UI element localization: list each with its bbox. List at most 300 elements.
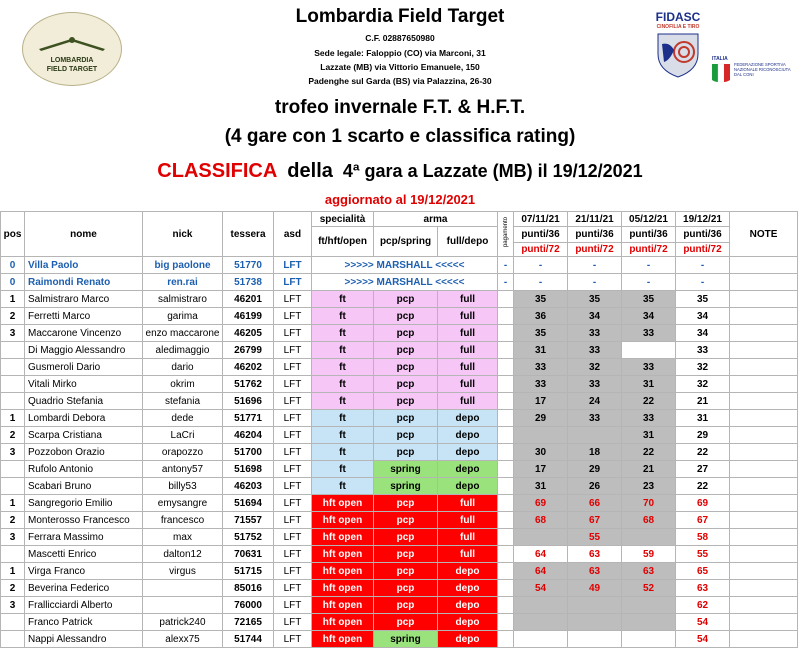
cell-score-2: 63 bbox=[568, 546, 622, 563]
table-row bbox=[1, 563, 798, 580]
cell-pagamento bbox=[498, 342, 514, 359]
col-punti72-1: punti/72 bbox=[514, 243, 568, 257]
cell-tessera: 51762 bbox=[223, 376, 274, 393]
marshall-row bbox=[1, 257, 798, 274]
ranking-body bbox=[1, 257, 798, 648]
cell-score-3: 34 bbox=[622, 308, 676, 325]
cell-pagamento bbox=[498, 546, 514, 563]
col-punti36-1: punti/36 bbox=[514, 227, 568, 243]
cell-pagamento bbox=[498, 291, 514, 308]
cell-score-3 bbox=[622, 631, 676, 648]
cell-score-3: - bbox=[622, 257, 676, 274]
table-row bbox=[1, 393, 798, 410]
cell-score-1: 35 bbox=[514, 325, 568, 342]
cell-arma: pcp bbox=[374, 308, 438, 325]
cell-specialita: ft bbox=[312, 478, 374, 495]
cell-score-2 bbox=[568, 597, 622, 614]
cell-specialita: hft open bbox=[312, 495, 374, 512]
cell-full-depo: full bbox=[438, 359, 498, 376]
cell-specialita: hft open bbox=[312, 614, 374, 631]
cell-score-1: 64 bbox=[514, 563, 568, 580]
table-row bbox=[1, 359, 798, 376]
cell-asd: LFT bbox=[274, 359, 312, 376]
cell-tessera: 26799 bbox=[223, 342, 274, 359]
cell-arma: spring bbox=[374, 478, 438, 495]
cell-arma: pcp bbox=[374, 529, 438, 546]
cell-score-3: 70 bbox=[622, 495, 676, 512]
cell-score-1: 17 bbox=[514, 461, 568, 478]
cell-nome: Scabari Bruno bbox=[25, 478, 143, 495]
cell-note bbox=[730, 495, 798, 512]
col-specialita: specialità bbox=[312, 212, 374, 227]
cell-arma: spring bbox=[374, 631, 438, 648]
cell-score-1: 64 bbox=[514, 546, 568, 563]
cell-arma: pcp bbox=[374, 495, 438, 512]
cell-asd: LFT bbox=[274, 410, 312, 427]
cell-asd: LFT bbox=[274, 444, 312, 461]
cell-score-3: 22 bbox=[622, 444, 676, 461]
cell-score-1 bbox=[514, 427, 568, 444]
cell-score-3: 33 bbox=[622, 359, 676, 376]
cell-pagamento: - bbox=[498, 257, 514, 274]
cell-score-2 bbox=[568, 614, 622, 631]
cell-score-3: 21 bbox=[622, 461, 676, 478]
cell-pos: 0 bbox=[1, 257, 25, 274]
cell-nick bbox=[143, 597, 223, 614]
col-pos: pos bbox=[1, 212, 25, 257]
cell-pos bbox=[1, 393, 25, 410]
cell-nome: Villa Paolo bbox=[25, 257, 143, 274]
cell-pagamento bbox=[498, 512, 514, 529]
cell-nick: stefania bbox=[143, 393, 223, 410]
cell-asd: LFT bbox=[274, 512, 312, 529]
cell-nick: emysangre bbox=[143, 495, 223, 512]
cell-full-depo: full bbox=[438, 342, 498, 359]
col-punti36-2: punti/36 bbox=[568, 227, 622, 243]
ranking-table bbox=[0, 211, 798, 648]
cell-note bbox=[730, 529, 798, 546]
cell-nick: salmistraro bbox=[143, 291, 223, 308]
cell-asd: LFT bbox=[274, 478, 312, 495]
cell-asd: LFT bbox=[274, 325, 312, 342]
cell-note bbox=[730, 325, 798, 342]
cell-pagamento bbox=[498, 325, 514, 342]
cell-score-3: 52 bbox=[622, 580, 676, 597]
cell-specialita: hft open bbox=[312, 597, 374, 614]
cell-score-2: - bbox=[568, 257, 622, 274]
cell-full-depo: full bbox=[438, 546, 498, 563]
table-row bbox=[1, 444, 798, 461]
cell-score-1 bbox=[514, 529, 568, 546]
cell-full-depo: full bbox=[438, 291, 498, 308]
cell-score-3: 33 bbox=[622, 410, 676, 427]
cell-pos bbox=[1, 478, 25, 495]
cell-score-1: 31 bbox=[514, 478, 568, 495]
cell-score-3: 23 bbox=[622, 478, 676, 495]
cell-score-2: - bbox=[568, 274, 622, 291]
cell-full-depo: depo bbox=[438, 597, 498, 614]
cell-full-depo: depo bbox=[438, 614, 498, 631]
cell-nick: dalton12 bbox=[143, 546, 223, 563]
cell-nick: orapozzo bbox=[143, 444, 223, 461]
cell-asd: LFT bbox=[274, 614, 312, 631]
cell-specialita: ft bbox=[312, 444, 374, 461]
cell-note bbox=[730, 631, 798, 648]
table-row bbox=[1, 342, 798, 359]
table-row bbox=[1, 410, 798, 427]
cell-arma: pcp bbox=[374, 291, 438, 308]
italian-flag-icon bbox=[712, 62, 730, 84]
cell-asd: LFT bbox=[274, 342, 312, 359]
cell-score-1: 33 bbox=[514, 376, 568, 393]
col-date-3: 05/12/21 bbox=[622, 212, 676, 227]
cell-score-3 bbox=[622, 529, 676, 546]
cell-score-4: 33 bbox=[676, 342, 730, 359]
cell-nick: max bbox=[143, 529, 223, 546]
fidasc-subtitle: CINOFILIA E TIRO bbox=[656, 24, 700, 30]
cell-score-1: 17 bbox=[514, 393, 568, 410]
cell-specialita: ft bbox=[312, 461, 374, 478]
cell-pagamento bbox=[498, 478, 514, 495]
cell-score-4: 22 bbox=[676, 478, 730, 495]
cell-note bbox=[730, 291, 798, 308]
cell-score-1: - bbox=[514, 257, 568, 274]
col-full-depo: full/depo bbox=[438, 227, 498, 257]
cell-tessera: 70631 bbox=[223, 546, 274, 563]
cell-nome: Rufolo Antonio bbox=[25, 461, 143, 478]
cell-note bbox=[730, 359, 798, 376]
cell-marshall-label: >>>>> MARSHALL <<<<< bbox=[312, 257, 498, 274]
cell-full-depo: full bbox=[438, 393, 498, 410]
cell-nick: dede bbox=[143, 410, 223, 427]
cell-asd: LFT bbox=[274, 393, 312, 410]
cell-score-1: 33 bbox=[514, 359, 568, 376]
cell-arma: pcp bbox=[374, 410, 438, 427]
cell-score-1 bbox=[514, 631, 568, 648]
cell-nick: billy53 bbox=[143, 478, 223, 495]
cell-specialita: ft bbox=[312, 325, 374, 342]
cell-asd: LFT bbox=[274, 529, 312, 546]
cell-arma: pcp bbox=[374, 427, 438, 444]
cell-score-2: 33 bbox=[568, 376, 622, 393]
table-row bbox=[1, 512, 798, 529]
cell-specialita: hft open bbox=[312, 546, 374, 563]
org-lazzate: Lazzate (MB) via Vittorio Emanuele, 150 bbox=[320, 62, 480, 72]
cell-tessera: 51696 bbox=[223, 393, 274, 410]
cell-tessera: 46205 bbox=[223, 325, 274, 342]
cell-tessera: 72165 bbox=[223, 614, 274, 631]
cell-specialita: hft open bbox=[312, 563, 374, 580]
cell-score-4: 67 bbox=[676, 512, 730, 529]
lombardia-field-target-logo bbox=[22, 12, 122, 86]
logo-text-line2: FIELD TARGET bbox=[46, 66, 98, 73]
cell-score-4: 29 bbox=[676, 427, 730, 444]
cell-nick: patrick240 bbox=[143, 614, 223, 631]
cell-nick: big paolone bbox=[143, 257, 223, 274]
cell-asd: LFT bbox=[274, 597, 312, 614]
cell-tessera: 51770 bbox=[223, 257, 274, 274]
cell-pos: 3 bbox=[1, 444, 25, 461]
cell-asd: LFT bbox=[274, 427, 312, 444]
document-header bbox=[0, 0, 800, 95]
cell-score-1: - bbox=[514, 274, 568, 291]
cell-pagamento bbox=[498, 393, 514, 410]
col-punti36-3: punti/36 bbox=[622, 227, 676, 243]
cell-score-4: 35 bbox=[676, 291, 730, 308]
cell-pagamento bbox=[498, 563, 514, 580]
cell-nome: Scarpa Cristiana bbox=[25, 427, 143, 444]
cell-nome: Lombardi Debora bbox=[25, 410, 143, 427]
cell-pos: 1 bbox=[1, 410, 25, 427]
cell-score-1: 68 bbox=[514, 512, 568, 529]
cell-score-3 bbox=[622, 597, 676, 614]
cell-score-2 bbox=[568, 427, 622, 444]
cell-score-2: 49 bbox=[568, 580, 622, 597]
cell-nome: Di Maggio Alessandro bbox=[25, 342, 143, 359]
cell-pagamento bbox=[498, 614, 514, 631]
cell-full-depo: full bbox=[438, 495, 498, 512]
table-row bbox=[1, 546, 798, 563]
cell-score-2: 63 bbox=[568, 563, 622, 580]
cell-full-depo: depo bbox=[438, 478, 498, 495]
cell-score-2: 26 bbox=[568, 478, 622, 495]
cell-nome: Pozzobon Orazio bbox=[25, 444, 143, 461]
cell-score-4: 22 bbox=[676, 444, 730, 461]
classifica-word: CLASSIFICA bbox=[157, 160, 278, 182]
cell-score-2: 35 bbox=[568, 291, 622, 308]
cell-score-1: 30 bbox=[514, 444, 568, 461]
cell-tessera: 85016 bbox=[223, 580, 274, 597]
cell-pos bbox=[1, 546, 25, 563]
cell-specialita: ft bbox=[312, 308, 374, 325]
table-row bbox=[1, 325, 798, 342]
cell-score-2: 33 bbox=[568, 410, 622, 427]
cell-pos: 1 bbox=[1, 495, 25, 512]
org-sede: Sede legale: Faloppio (CO) via Marconi, 31 bbox=[314, 48, 486, 58]
cell-score-1: 29 bbox=[514, 410, 568, 427]
table-row bbox=[1, 478, 798, 495]
cell-score-4: 34 bbox=[676, 308, 730, 325]
cell-nick: garima bbox=[143, 308, 223, 325]
cell-pagamento bbox=[498, 427, 514, 444]
cell-note bbox=[730, 597, 798, 614]
col-pcp-spring: pcp/spring bbox=[374, 227, 438, 257]
cell-pos: 1 bbox=[1, 563, 25, 580]
cell-tessera: 51700 bbox=[223, 444, 274, 461]
cell-nome: Frallicciardi Alberto bbox=[25, 597, 143, 614]
cell-arma: pcp bbox=[374, 597, 438, 614]
cell-score-4: 27 bbox=[676, 461, 730, 478]
cell-specialita: ft bbox=[312, 376, 374, 393]
cell-specialita: ft bbox=[312, 427, 374, 444]
cell-full-depo: full bbox=[438, 529, 498, 546]
cell-specialita: hft open bbox=[312, 529, 374, 546]
cell-asd: LFT bbox=[274, 495, 312, 512]
cell-score-2: 34 bbox=[568, 308, 622, 325]
table-row bbox=[1, 580, 798, 597]
cell-arma: pcp bbox=[374, 359, 438, 376]
cell-full-depo: depo bbox=[438, 461, 498, 478]
cell-nome: Virga Franco bbox=[25, 563, 143, 580]
cell-nome: Mascetti Enrico bbox=[25, 546, 143, 563]
cell-nick: LaCri bbox=[143, 427, 223, 444]
cell-score-1 bbox=[514, 597, 568, 614]
cell-arma: pcp bbox=[374, 325, 438, 342]
table-row bbox=[1, 597, 798, 614]
cell-pos: 2 bbox=[1, 308, 25, 325]
cell-score-3: 68 bbox=[622, 512, 676, 529]
table-row bbox=[1, 376, 798, 393]
col-punti36-4: punti/36 bbox=[676, 227, 730, 243]
cell-full-depo: depo bbox=[438, 580, 498, 597]
cell-score-4: 62 bbox=[676, 597, 730, 614]
cell-pos: 0 bbox=[1, 274, 25, 291]
cell-nick: ren.rai bbox=[143, 274, 223, 291]
cell-nome: Quadrio Stefania bbox=[25, 393, 143, 410]
cell-pos: 2 bbox=[1, 580, 25, 597]
cell-full-depo: depo bbox=[438, 410, 498, 427]
trophy-title: trofeo invernale F.T. & H.F.T. bbox=[274, 97, 526, 118]
cell-nick: alexx75 bbox=[143, 631, 223, 648]
cell-pos: 3 bbox=[1, 597, 25, 614]
cell-score-1: 69 bbox=[514, 495, 568, 512]
cell-asd: LFT bbox=[274, 376, 312, 393]
della-word: della bbox=[287, 160, 333, 182]
table-row bbox=[1, 529, 798, 546]
cell-pagamento bbox=[498, 495, 514, 512]
cell-tessera: 51752 bbox=[223, 529, 274, 546]
cell-score-4: 21 bbox=[676, 393, 730, 410]
cell-nome: Ferrara Massimo bbox=[25, 529, 143, 546]
cell-nome: Salmistraro Marco bbox=[25, 291, 143, 308]
cell-full-depo: depo bbox=[438, 631, 498, 648]
cell-pagamento bbox=[498, 359, 514, 376]
cell-pagamento bbox=[498, 529, 514, 546]
cell-note bbox=[730, 546, 798, 563]
cell-nome: Nappi Alessandro bbox=[25, 631, 143, 648]
race-info: 4ª gara a Lazzate (MB) il 19/12/2021 bbox=[342, 161, 643, 181]
cell-specialita: ft bbox=[312, 359, 374, 376]
col-punti72-2: punti/72 bbox=[568, 243, 622, 257]
cell-score-3: 31 bbox=[622, 376, 676, 393]
cell-nome: Vitali Mirko bbox=[25, 376, 143, 393]
cell-pagamento bbox=[498, 376, 514, 393]
cell-score-3 bbox=[622, 342, 676, 359]
cell-asd: LFT bbox=[274, 461, 312, 478]
table-row bbox=[1, 427, 798, 444]
cell-arma: pcp bbox=[374, 342, 438, 359]
col-date-1: 07/11/21 bbox=[514, 212, 568, 227]
marshall-row bbox=[1, 274, 798, 291]
cell-specialita: ft bbox=[312, 393, 374, 410]
cell-asd: LFT bbox=[274, 580, 312, 597]
cell-score-4: 55 bbox=[676, 546, 730, 563]
col-date-2: 21/11/21 bbox=[568, 212, 622, 227]
col-tessera: tessera bbox=[223, 212, 274, 257]
cell-score-4: 69 bbox=[676, 495, 730, 512]
cell-pos bbox=[1, 342, 25, 359]
cell-tessera: 46199 bbox=[223, 308, 274, 325]
cell-score-3: 63 bbox=[622, 563, 676, 580]
cell-tessera: 51715 bbox=[223, 563, 274, 580]
cell-asd: LFT bbox=[274, 546, 312, 563]
cell-pos: 2 bbox=[1, 427, 25, 444]
col-nome: nome bbox=[25, 212, 143, 257]
org-padenghe: Padenghe sul Garda (BS) via Palazzina, 26-30 bbox=[308, 76, 492, 86]
cell-score-3: 59 bbox=[622, 546, 676, 563]
cell-nome: Maccarone Vincenzo bbox=[25, 325, 143, 342]
cell-arma: pcp bbox=[374, 376, 438, 393]
col-punti72-3: punti/72 bbox=[622, 243, 676, 257]
table-row bbox=[1, 631, 798, 648]
table-row bbox=[1, 461, 798, 478]
cell-pagamento bbox=[498, 308, 514, 325]
col-ft-hft-open: ft/hft/open bbox=[312, 227, 374, 257]
col-arma: arma bbox=[374, 212, 498, 227]
cell-note bbox=[730, 376, 798, 393]
cell-score-3 bbox=[622, 614, 676, 631]
cell-full-depo: depo bbox=[438, 427, 498, 444]
cell-nick: francesco bbox=[143, 512, 223, 529]
cell-score-4: 34 bbox=[676, 325, 730, 342]
cell-full-depo: full bbox=[438, 308, 498, 325]
col-punti72-4: punti/72 bbox=[676, 243, 730, 257]
cell-nome: Ferretti Marco bbox=[25, 308, 143, 325]
cell-nick: dario bbox=[143, 359, 223, 376]
coni-text: FEDERAZIONE SPORTIVA NAZIONALE RICONOSCIUTA DAL CONI bbox=[734, 62, 791, 77]
cell-score-4: 32 bbox=[676, 359, 730, 376]
cell-asd: LFT bbox=[274, 631, 312, 648]
cell-pos bbox=[1, 359, 25, 376]
cell-nick: aledimaggio bbox=[143, 342, 223, 359]
org-title: Lombardia Field Target bbox=[295, 6, 505, 27]
cell-note bbox=[730, 444, 798, 461]
cell-nome: Gusmeroli Dario bbox=[25, 359, 143, 376]
cell-score-2: 24 bbox=[568, 393, 622, 410]
cell-pos: 3 bbox=[1, 529, 25, 546]
cell-note bbox=[730, 478, 798, 495]
logo-text-line1: LOMBARDIA bbox=[50, 57, 94, 64]
cell-pos bbox=[1, 614, 25, 631]
cell-score-1: 54 bbox=[514, 580, 568, 597]
cell-specialita: ft bbox=[312, 291, 374, 308]
cell-note bbox=[730, 614, 798, 631]
cell-nick: enzo maccarone bbox=[143, 325, 223, 342]
cell-full-depo: full bbox=[438, 512, 498, 529]
cell-arma: pcp bbox=[374, 512, 438, 529]
cell-score-2: 33 bbox=[568, 325, 622, 342]
cell-tessera: 46202 bbox=[223, 359, 274, 376]
cell-arma: pcp bbox=[374, 546, 438, 563]
cell-specialita: ft bbox=[312, 342, 374, 359]
cell-tessera: 51771 bbox=[223, 410, 274, 427]
cell-pos bbox=[1, 631, 25, 648]
cell-tessera: 51694 bbox=[223, 495, 274, 512]
cell-arma: pcp bbox=[374, 444, 438, 461]
cell-note bbox=[730, 580, 798, 597]
cell-score-4: - bbox=[676, 274, 730, 291]
cell-pagamento bbox=[498, 410, 514, 427]
cell-tessera: 51698 bbox=[223, 461, 274, 478]
cell-note bbox=[730, 342, 798, 359]
cell-marshall-label: >>>>> MARSHALL <<<<< bbox=[312, 274, 498, 291]
cell-note bbox=[730, 257, 798, 274]
cell-pos bbox=[1, 461, 25, 478]
cell-asd: LFT bbox=[274, 274, 312, 291]
cell-full-depo: full bbox=[438, 376, 498, 393]
cell-score-4: 54 bbox=[676, 614, 730, 631]
cell-nome: Sangregorio Emilio bbox=[25, 495, 143, 512]
